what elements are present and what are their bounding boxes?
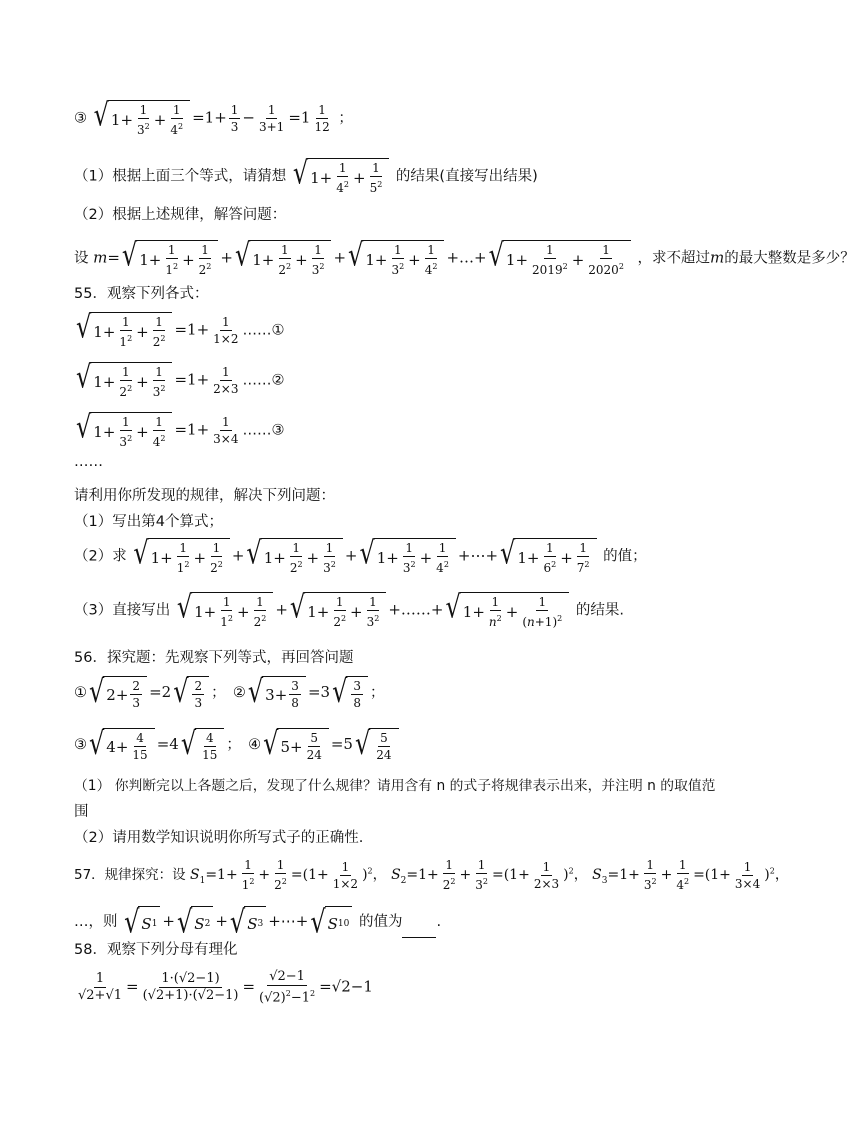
- problem-57-cont: …，则 √ S 1 + √ S 2 + √ S 3 +⋯+ √ S 10 的值为 .: [74, 903, 442, 941]
- question-56-1: （1） 你判断完以上各题之后，发现了什么规律？请用含有 n 的式子将规律表示出来，并注明 n 的取值范: [74, 778, 716, 794]
- question-56-1-cont: 围: [74, 804, 89, 820]
- problem-55-title: 55．观察下列各式：: [74, 286, 209, 302]
- equation-55-3: √ 1+ $\frac{1}{3^2}$ + $\frac{1}{4^2}$ =1+ $\frac{1}{3\times 4}$ ……③: [76, 409, 285, 449]
- problem-56-title: 56．探究题：先观察下列等式，再回答问题: [74, 650, 354, 666]
- question-55-1: （1）写出第4个算式；: [74, 514, 223, 530]
- problem-58-title: 58．观察下列分母有理化: [74, 942, 238, 958]
- instruction: 请利用你所发现的规律，解决下列问题：: [74, 488, 335, 504]
- rationalization-equation: $\frac{1}{√2+√1}$ = $\frac{1\cdot(√2-1)}{(√2+1)\cdot(√2-1)}$ = $\frac{√2-1}{(√2)^2-1^2}$ =√2−1: [78, 969, 373, 1006]
- equation: √ 1+ $\frac{1}{4^2}$ + $\frac{1}{5^2}$: [291, 158, 391, 195]
- ellipsis: ……: [74, 454, 103, 470]
- equation-line-3: ③ √ 1+ $\frac{1}{3^2}$ + $\frac{1}{4^2}$ =1+ $\frac{1}{3}$ − $\frac{1}{3+1}$ =1 $\frac{1}{12}$ ；: [74, 97, 353, 137]
- problem-57: 57．规律探究：设 $S_1=1+$ $\frac{1}{1^2}$ + $\frac{1}{2^2}$ =(1+ $\frac{1}{1\times 2}$ )$^2$， $S_2=1+$ $\frac{1}{2^2}$ + $\frac{1}{3^2}$ =(1+ $\frac{1}{2\times 3}$ )$^2$， $S_3=1+$ $\frac{1}{3^2}$ + $\frac{1}{4^2}$ =(1+ $\frac{1}{3\times 4}$ )$^2$，: [74, 858, 789, 892]
- question-55-2: （2）求 √ 1+ $\frac{1}{1^2}$ + $\frac{1}{2^2}$ + √ 1+ $\frac{1}{2^2}$ + $\frac{1}{3^2}$ + √ 1+ $\frac{1}{3^2}$ + $\frac{1}{4^2}$ +⋯+ √ 1+ $\frac{1}{6^2}$ + $\frac{1}{7^2}$ 的值；: [74, 535, 647, 575]
- equations-56-row1: ① √ 2+ $\frac{2}{3}$ =2 √ $\frac{2}{3}$ ； ② √ 3+ $\frac{3}{8}$ =3 √ $\frac{3}{8}$ ；: [74, 673, 385, 710]
- question-55-3: （3）直接写出 √ 1+ $\frac{1}{1^2}$ + $\frac{1}{2^2}$ + √ 1+ $\frac{1}{2^2}$ + $\frac{1}{3^2}$ +……+ √ 1+ $\frac{1}{n^2}$ + $\frac{1}{(n+1)^2}$ 的结果.: [74, 589, 624, 629]
- equation-55-2: √ 1+ $\frac{1}{2^2}$ + $\frac{1}{3^2}$ =1+ $\frac{1}{2\times 3}$ ……②: [76, 359, 285, 399]
- equation: √ 1+ $\frac{1}{3^2}$ + $\frac{1}{4^2}$ =1+ $\frac{1}{3}$ − $\frac{1}{3+1}$ =1 $\frac{1}{12}$: [93, 97, 330, 137]
- answer-blank[interactable]: [402, 923, 436, 938]
- question-56-2: （2）请用数学知识说明你所写式子的正确性.: [74, 830, 364, 846]
- question-1: （1）根据上面三个等式，请猜想 √ 1+ $\frac{1}{4^2}$ + $\frac{1}{5^2}$ 的结果(直接写出结果): [74, 155, 538, 195]
- equations-56-row2: ③ √ 4+ $\frac{4}{15}$ =4 √ $\frac{4}{15}$ ； ④ √ 5+ $\frac{5}{24}$ =5 √ $\frac{5}{24}$: [74, 728, 401, 762]
- m-definition: 设 m= √ 1+ $\frac{1}{1^2}$ + $\frac{1}{2^2}$ + √ 1+ $\frac{1}{2^2}$ + $\frac{1}{3^2}$ + √ 1+ $\frac{1}{3^2}$ + $\frac{1}{4^2}$ +…+ √ 1+ $\frac{1}{2019^2}$ + $\frac{1}{2020^2}$ ，求不超过m的最大整数是多少？: [74, 237, 855, 277]
- circled-label: ③: [74, 110, 87, 127]
- equation: m= √ 1+ $\frac{1}{1^2}$ + $\frac{1}{2^2}$ + √ 1+ $\frac{1}{2^2}$ + $\frac{1}{3^2}$ + √ 1+ $\frac{1}{3^2}$ + $\frac{1}{4^2}$ +…+ √ 1+ $\frac{1}{2019^2}$ + $\frac{1}{2020^2}$: [93, 240, 633, 277]
- equation-55-1: √ 1+ $\frac{1}{1^2}$ + $\frac{1}{2^2}$ =1+ $\frac{1}{1\times 2}$ ……①: [76, 309, 285, 349]
- question-2: （2）根据上述规律，解答问题：: [74, 207, 287, 223]
